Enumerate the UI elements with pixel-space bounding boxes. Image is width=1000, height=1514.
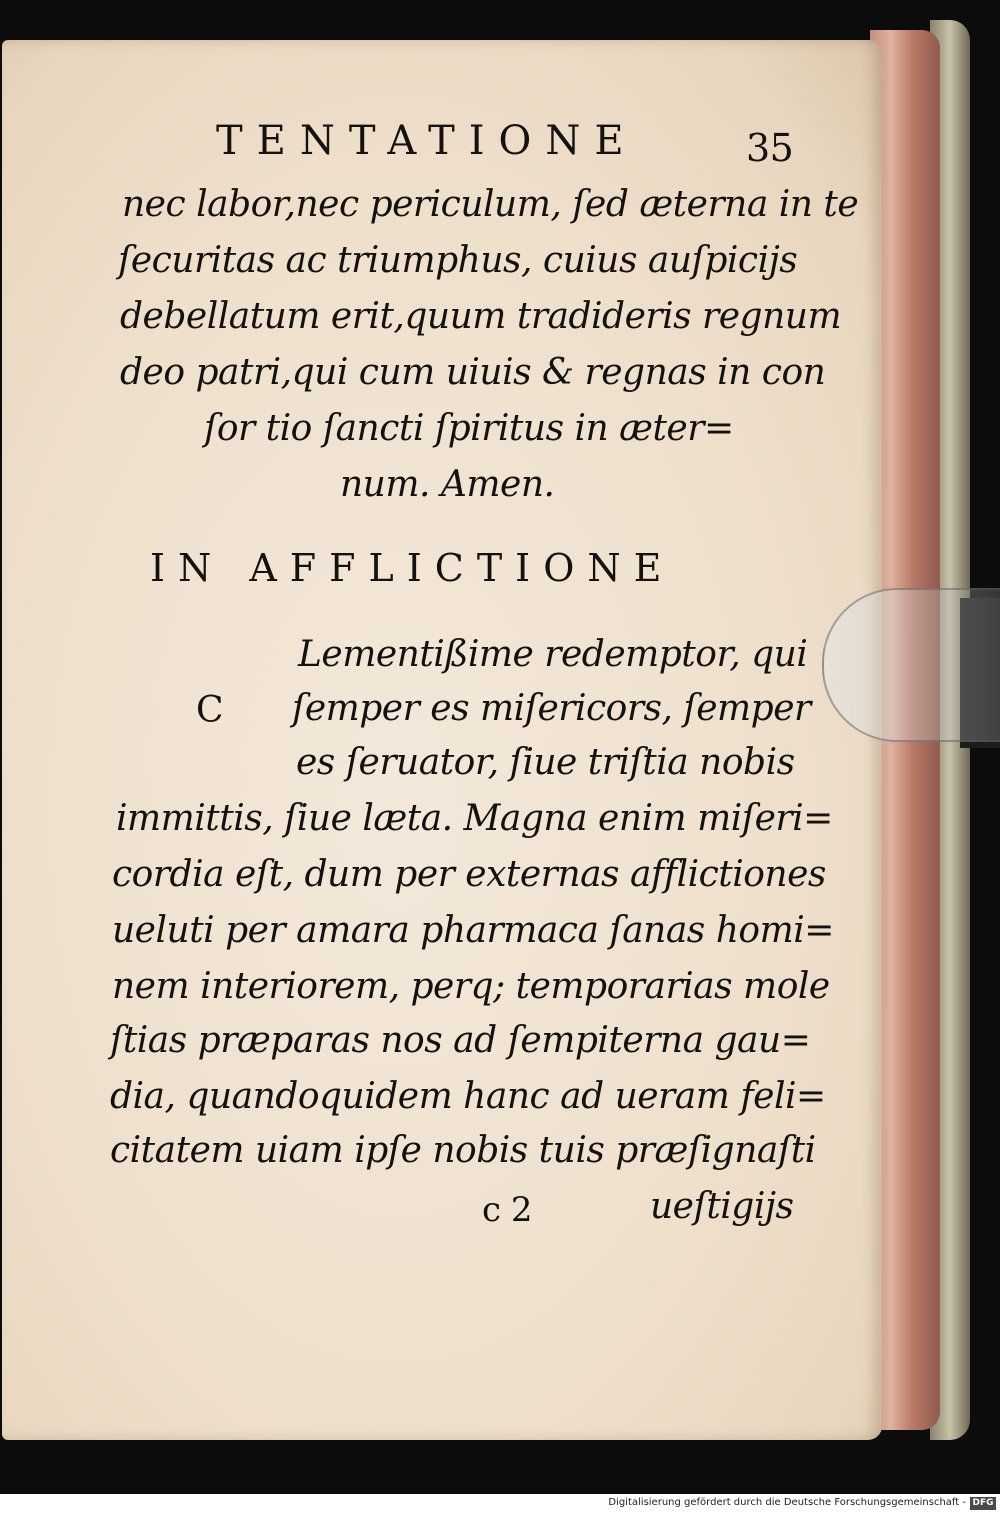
initial-letter: C	[196, 690, 224, 731]
text-line: nem interiorem, perq; temporarias mole	[112, 966, 830, 1007]
text-line: Lementißime redemptor, qui	[298, 634, 808, 675]
text-line: num. Amen.	[340, 464, 555, 505]
dfg-logo-icon: DFG	[970, 1497, 996, 1510]
catchword: ueſtigijs	[650, 1186, 794, 1227]
text-line: immittis, ſiue læta. Magna enim miſeri=	[116, 798, 833, 839]
text-line: citatem uiam ipſe nobis tuis præſignaſti	[110, 1130, 816, 1171]
text-line: nec labor,nec periculum, ſed æterna in te	[122, 184, 859, 225]
text-line: dia, quandoquidem hanc ad ueram feli=	[110, 1076, 826, 1117]
text-line: ſtias præparas nos ad ſempiterna gau=	[110, 1020, 811, 1061]
text-line: ſor tio ſancti ſpiritus in æter=	[204, 408, 734, 449]
section-heading: IN AFFLICTIONE	[150, 546, 675, 590]
text-line: cordia eſt, dum per externas afflictiones	[112, 854, 826, 895]
text-line: es ſeruator, ſiue triſtia nobis	[296, 742, 795, 783]
page-clip	[822, 588, 1000, 742]
text-line: deo patri,qui cum uiuis & regnas in con	[120, 352, 826, 393]
running-head: TENTATIONE	[216, 118, 638, 164]
signature-mark: c 2	[482, 1190, 532, 1230]
funding-credit: Digitalisierung gefördert durch die Deutsche Forschungsgemeinschaft -	[608, 1497, 966, 1508]
text-line: ſecuritas ac triumphus, cuius auſpicijs	[118, 240, 798, 281]
page-number: 35	[746, 126, 794, 170]
text-line: ueluti per amara pharmaca ſanas homi=	[112, 910, 834, 951]
footer-bar	[0, 1494, 1000, 1514]
text-line: debellatum erit,quum tradideris regnum	[120, 296, 842, 337]
text-line: ſemper es miſericors, ſemper	[292, 688, 811, 729]
